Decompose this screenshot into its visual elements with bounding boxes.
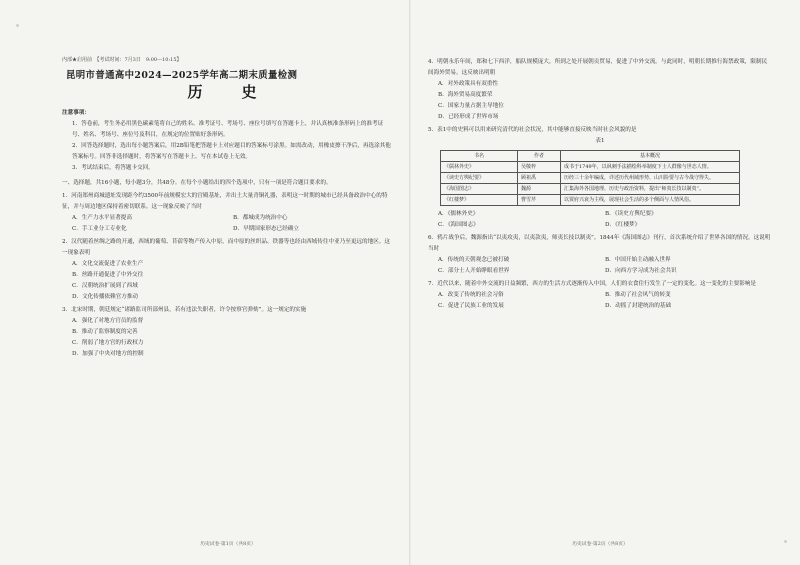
question-stem: 5．表1中的史料可以用来研究清代的社会状况，其中能够直接反映当时社会风貌的是 [428,127,637,133]
left-page [62,55,394,550]
note-item: 3．考试结束后，将答题卡交回。 [72,165,154,171]
table-cell: 魏源 [518,184,561,195]
table-cell: 《海国图志》 [441,184,518,195]
option-d: D．向西方学习成为社会共识 [605,268,677,274]
option-b: B．都城成为统治中心 [233,215,288,221]
page-fold [409,0,411,565]
question-7 [428,279,772,312]
table-cell: 成书于1749年，以讽刺手法描绘科举制度下士人群像与世态人情。 [561,162,740,173]
exam-title: 昆明市普通高中2024—2025学年高二期末质量检测 [66,70,298,81]
note-item: 2．回答选择题时，选出每小题答案后，用2B铅笔把答题卡上对应题目的答案标号涂黑。如需改动，用橡皮擦干净后，再选涂其他答案标号。回答非选择题时，将答案写在答题卡上。写在本试卷上无效。 [72,143,391,160]
option-c: C．汉朝统治扩展到了西域 [72,283,138,289]
option-b: B．推动了社会风气的转变 [605,292,671,298]
note-item: 1．答卷前，考生务必用黑色碳素笔将自己的姓名、准考证号、考场号、座位号填写在答题卡上，并认真核准条形码上的准考证号、姓名、考场号、座位号及科目，在规定的位置贴好条形码。 [72,121,384,138]
option-b: B．丝路开通促进了中外交往 [72,272,144,278]
option-c: C．促进了民族工业的发展 [438,303,504,309]
notes-title: 注意事项： [62,110,90,116]
table-header-cell: 作者 [518,151,561,162]
table-header-row [441,151,740,162]
option-d: D．动摇了封建统治的基础 [605,303,672,309]
option-a: A．对外政策具有双重性 [438,81,498,87]
source-table [440,150,740,206]
scan-speck [16,24,19,27]
table-row [441,173,740,184]
scan-speck [784,540,787,543]
table-row [441,195,740,206]
option-a: A．生产力水平显著提高 [72,215,132,221]
notes-block [62,108,394,174]
option-a: A．文化交流促进了农业生产 [72,261,144,267]
option-c: C．手工业分工专业化 [72,226,127,232]
option-b: B．《读史方舆纪要》 [605,211,657,217]
subject-title: 历 史 [187,83,269,101]
table-cell: 汇集海外各国地理、历史与政治资料，提出“师夷长技以制夷”。 [561,184,740,195]
option-a: A．《儒林外史》 [438,211,479,217]
table-cell: 历经三十余年编成，详述历代州域形势、山川险要与古今战守得失。 [561,173,740,184]
option-d: D．早期国家形态已经确立 [233,226,300,232]
table-cell: 《儒林外史》 [441,162,518,173]
question-stem: 1．河南郑州商城遗址发现距今约3500年前规模宏大的宫殿基址，并出土大量青铜礼器，表明这一时期的城市已经具备政治中心的特征，并与周边地区保持着密切联系。这一现象反映了当时 [62,193,388,210]
table-row [441,162,740,173]
option-c: C．部分士人开始睁眼看世界 [438,268,510,274]
option-a: A．改变了传统的社会习俗 [438,292,504,298]
table-header-cell: 基本概况 [561,151,740,162]
question-stem: 3．北宋时期，朝廷规定“诸路监司所部州县，若有违法失职者，许令按察官弹劾”。这一规定的实施 [62,307,307,313]
table-caption: 表1 [595,138,605,144]
option-d: D．《红楼梦》 [605,222,641,228]
question-stem: 2．汉代随着丝绸之路的开通，西域的葡萄、苜蓿等物产传入中原，而中原的丝织品、铁器等也经由西域传往中亚乃至更远的地区。这一现象表明 [62,239,390,256]
question-stem: 4．明朝永乐年间，郑和七下西洋，船队规模庞大，所到之处开展朝贡贸易，促进了中外交流。与此同时，明朝长期推行海禁政策，限制民间海外贸易。这反映出明朝 [428,59,768,76]
table-row [441,184,740,195]
right-page [428,55,772,550]
table-cell: 以贾府兴衰为主线，展现社会生活的多个侧面与人情风俗。 [561,195,740,206]
table-cell: 吴敬梓 [518,162,561,173]
table-cell: 顾祖禹 [518,173,561,184]
option-a: A．强化了对地方官员的监督 [72,318,144,324]
option-b: B．中国开始主动融入世界 [605,257,671,263]
option-c: C．国家力量占据主导地位 [438,103,504,109]
option-b: B．推动了监察制度的完善 [72,329,138,335]
question-3 [62,305,394,360]
option-c: C．削弱了地方官的行政权力 [72,340,144,346]
option-d: D．文化传播依赖官方推动 [72,294,139,300]
option-c: C．《海国图志》 [438,222,479,228]
table-cell: 曹雪芹 [518,195,561,206]
option-d: D．加强了中央对地方的控制 [72,351,144,357]
exam-header: 内部★启用前 【考试时间：7月3日 9:00—10:15】 [62,57,182,63]
option-d: D．已经形成了世界市场 [438,114,499,120]
question-4 [428,57,772,123]
option-a: A．传统的天朝观念已被打破 [438,257,510,263]
option-b: B．海外贸易高度繁荣 [438,92,493,98]
section-heading: 一、选择题，共16小题，每小题3分，共48分。在每个小题给出的四个选项中，只有一项是符合题目要求的。 [62,180,332,186]
page-footer: 历史试卷·第1页（共8页） [200,542,256,547]
page-footer: 历史试卷·第2页（共8页） [572,542,628,547]
table-cell: 《读史方舆纪要》 [441,173,518,184]
question-stem: 6．鸦片战争后，魏源指出“以夷攻夷，以夷款夷，师夷长技以制夷”。1844年《海国图志》刊行，首次系统介绍了世界各国的情况。这说明当时 [428,235,771,252]
table-cell: 《红楼梦》 [441,195,518,206]
question-stem: 7．近代以来，随着中外交流的日益频繁，西方的生活方式逐渐传入中国，人们的衣食住行发生了一定的变化。这一变化的主要影响是 [428,281,756,287]
question-2 [62,237,394,303]
question-1 [62,191,394,235]
question-6 [428,233,772,277]
question-5 [428,125,772,231]
table-header-cell: 书名 [441,151,518,162]
